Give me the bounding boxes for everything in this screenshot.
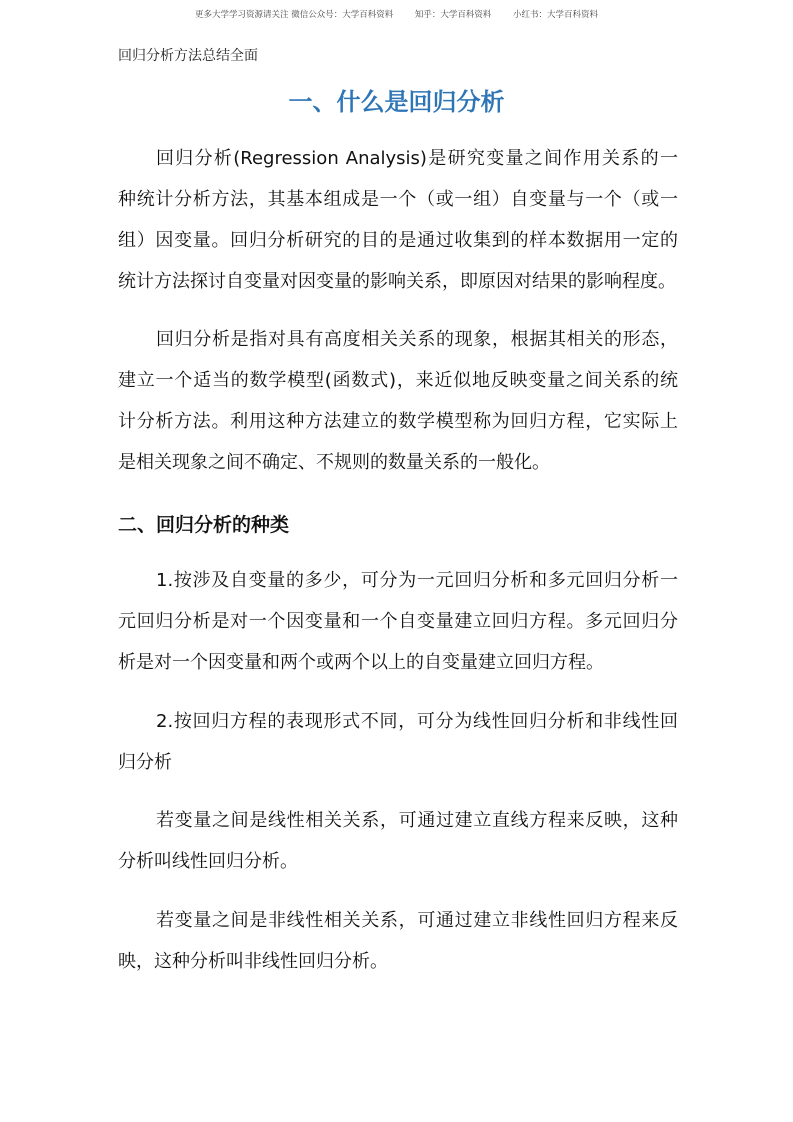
section-title-2: 二、回归分析的种类 [118,514,290,536]
paragraph [118,319,678,483]
paragraph-line: 统计方法探讨自变量对因变量的影响关系，即原因对结果的影响程度。 [118,271,676,292]
paragraph-line: 回归分析是指对具有高度相关关系的现象，根据其相关的形态， [156,329,678,350]
paragraph-line: 种统计分析方法，其基本组成是一个（或一组）自变量与一个（或一 [118,189,678,210]
paragraph-line: 归分析 [118,752,172,773]
paragraph-line: 计分析方法。利用这种方法建立的数学模型称为回归方程，它实际上 [118,411,678,432]
paragraph-line: 分析叫线性回归分析。 [118,851,298,872]
paragraph [118,701,678,783]
paragraph-line: 若变量之间是非线性相关关系，可通过建立非线性回归方程来反 [156,910,678,931]
paragraph-line: 元回归分析是对一个因变量和一个自变量建立回归方程。多元回归分 [118,611,678,632]
section-title-1: 一、什么是回归分析 [288,88,505,116]
paragraph-line: 回归分析(Regression Analysis)是研究变量之间作用关系的一 [156,148,678,169]
paragraph [118,560,678,683]
paragraph-line: 2.按回归方程的表现形式不同，可分为线性回归分析和非线性回 [156,711,678,732]
paragraph-line: 组）因变量。回归分析研究的目的是通过收集到的样本数据用一定的 [118,230,678,251]
paragraph-line: 映，这种分析叫非线性回归分析。 [118,951,388,972]
paragraph-line: 是相关现象之间不确定、不规则的数量关系的一般化。 [118,452,550,473]
paragraph-line: 析是对一个因变量和两个或两个以上的自变量建立回归方程。 [118,652,604,673]
paragraph [118,138,678,302]
page-header-note: 更多大学学习资源请关注 微信公众号：大学百科资料 知乎：大学百科资料 小红书：大学百科资料 [195,10,598,20]
paragraph [118,800,678,882]
paragraph-line: 建立一个适当的数学模型(函数式)，来近似地反映变量之间关系的统 [118,370,678,391]
paragraph [118,900,678,982]
paragraph-line: 若变量之间是线性相关关系，可通过建立直线方程来反映，这种 [156,810,678,831]
document-label: 回归分析方法总结全面 [118,48,258,64]
paragraph-line: 1.按涉及自变量的多少，可分为一元回归分析和多元回归分析一 [156,570,678,591]
